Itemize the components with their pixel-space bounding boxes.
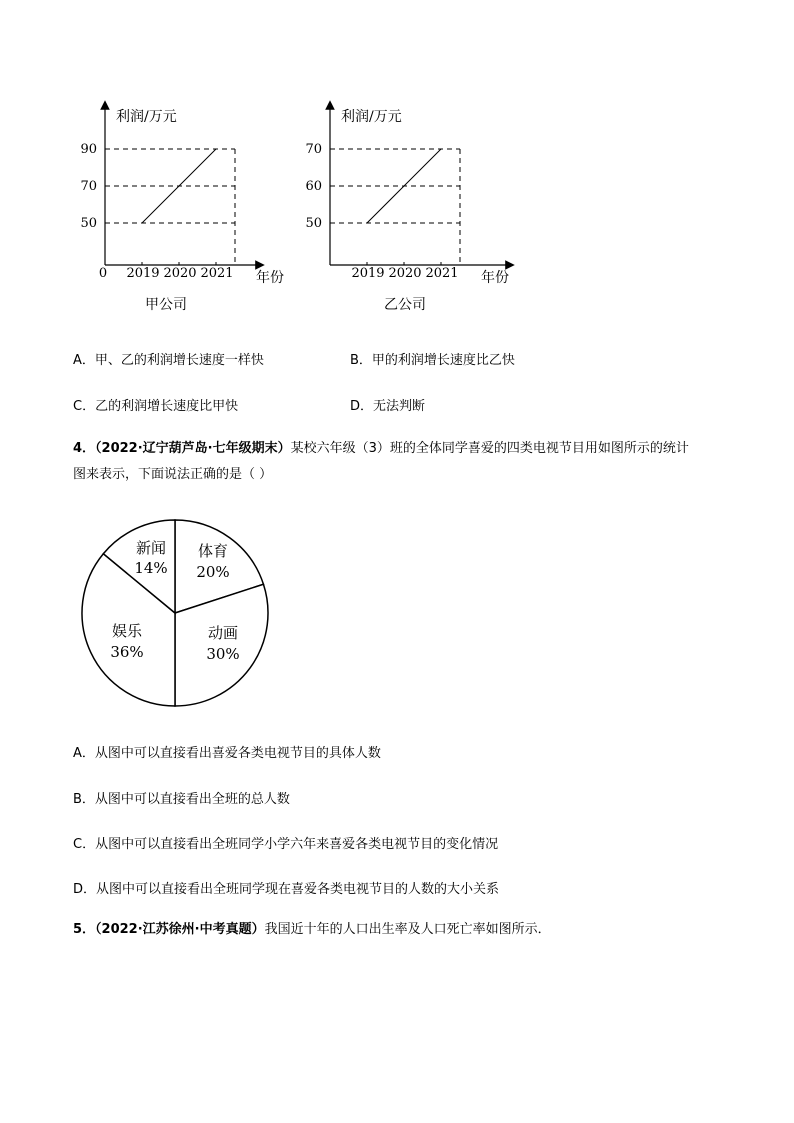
q4-stem	[73, 436, 733, 488]
q4-text-line2: 图来表示，下面说法正确的是（ ）	[73, 467, 273, 482]
x-axis-label: 年份	[481, 270, 509, 286]
x-tick-label: 2020	[163, 266, 197, 281]
chart-caption: 甲公司	[145, 297, 187, 313]
q4-option-a[interactable]: A．从图中可以直接看出喜爱各类电视节目的具体人数	[73, 746, 381, 761]
pie-percent: 36%	[110, 643, 144, 661]
chart-jia-company	[70, 95, 300, 320]
pie-percent: 20%	[196, 563, 230, 581]
x-tick-label: 2021	[425, 266, 459, 281]
q3-option-d[interactable]: D．无法判断	[350, 399, 426, 414]
q4-source: （2022·辽宁葫芦岛·七年级期末）	[95, 441, 291, 456]
pie-percent: 14%	[134, 559, 168, 577]
q5-source: （2022·江苏徐州·中考真题）	[95, 922, 265, 937]
q4-text-line1: 某校六年级（3）班的全体同学喜爱的四类电视节目用如图所示的统计	[290, 441, 689, 456]
q4-number: 4．	[73, 441, 96, 456]
y-tick-label: 90	[80, 142, 97, 157]
y-tick-label: 70	[80, 179, 97, 194]
q4-option-c[interactable]: C．从图中可以直接看出全班同学小学六年来喜爱各类电视节目的变化情况	[73, 837, 499, 852]
y-tick-label: 60	[305, 179, 322, 194]
x-tick-label: 2019	[351, 266, 385, 281]
x-tick-label: 2020	[388, 266, 422, 281]
pie-label: 新闻	[135, 539, 167, 557]
x-tick-label: 2021	[200, 266, 234, 281]
x-axis-label: 年份	[256, 270, 284, 286]
y-axis-label: 利润/万元	[341, 109, 402, 125]
chart-caption: 乙公司	[384, 297, 426, 313]
q4-option-b[interactable]: B．从图中可以直接看出全班的总人数	[73, 792, 290, 807]
y-tick-label: 50	[80, 216, 97, 231]
chart-yi-company	[295, 95, 525, 320]
x-tick-label: 2019	[126, 266, 160, 281]
q5-stem	[73, 917, 551, 943]
pie-label: 娱乐	[111, 622, 143, 640]
y-tick-label: 70	[305, 142, 322, 157]
q3-option-c[interactable]: C．乙的利润增长速度比甲快	[73, 399, 239, 414]
origin-label: 0	[98, 266, 108, 281]
y-axis-label: 利润/万元	[116, 109, 177, 125]
y-tick-label: 50	[305, 216, 322, 231]
q3-option-a[interactable]: A．甲、乙的利润增长速度一样快	[73, 353, 264, 368]
pie-chart	[78, 518, 278, 713]
gridlines	[330, 149, 460, 265]
q3-option-b[interactable]: B．甲的利润增长速度比乙快	[350, 353, 515, 368]
pie-label: 动画	[207, 624, 239, 642]
pie-percent: 30%	[206, 645, 240, 663]
pie-label: 体育	[197, 542, 229, 560]
q4-option-d[interactable]: D．从图中可以直接看出全班同学现在喜爱各类电视节目的人数的大小关系	[73, 882, 500, 897]
q5-number: 5．	[73, 922, 96, 937]
q5-text: 我国近十年的人口出生率及人口死亡率如图所示．	[264, 922, 551, 937]
gridlines	[105, 149, 235, 265]
